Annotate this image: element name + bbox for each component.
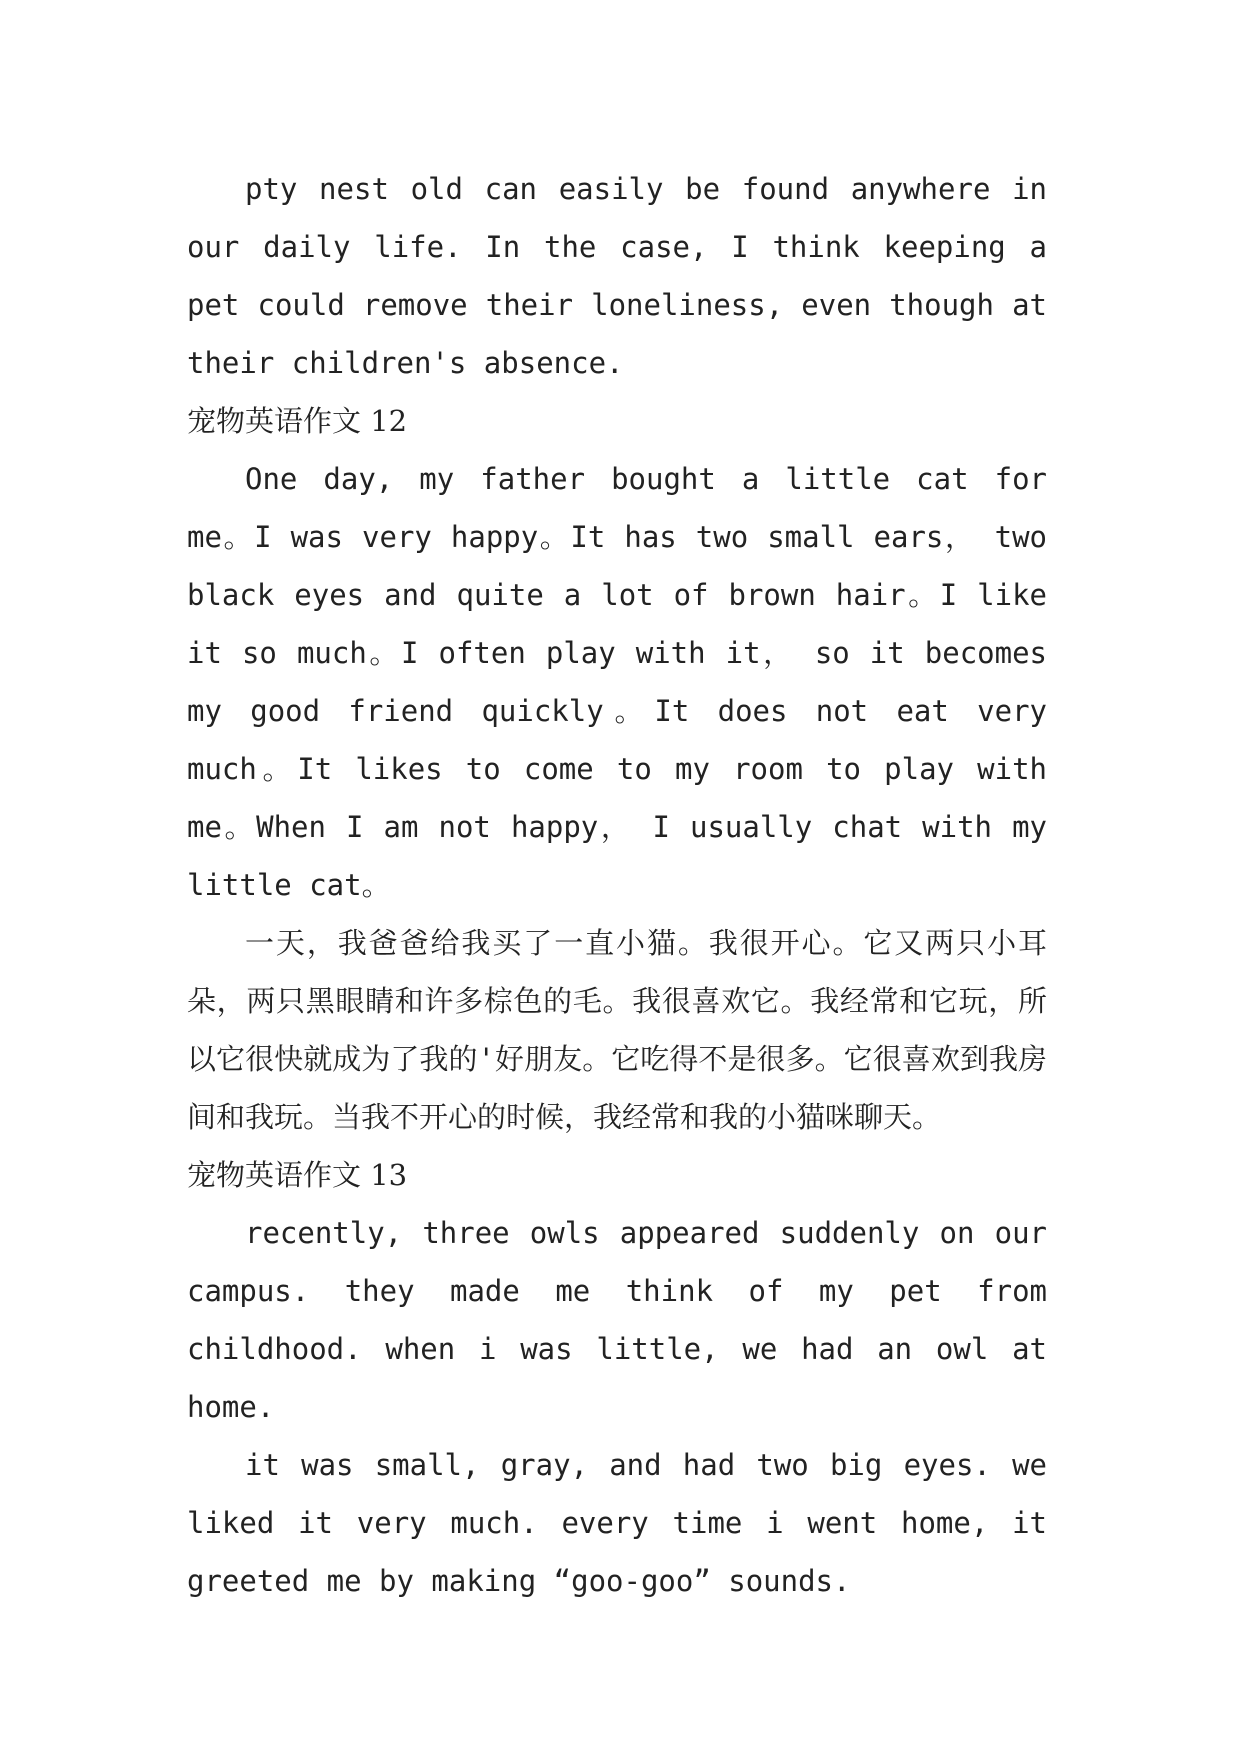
paragraph-13-second: it was small, gray, and had two big eyes. we liked it very much. every time i went home, it greeted me by making “goo-goo” sounds. (187, 1448, 1047, 1598)
paragraph-intro: pty nest old can easily be found anywhere in our daily life. In the case, I think keeping a pet could remove their loneliness, even though at their children's absence. (187, 172, 1047, 380)
document-page (187, 160, 1047, 1610)
section-heading-13: 宠物英语作文 13 (187, 1158, 408, 1192)
paragraph-12-english: One day, my father bought a little cat for me。I was very happy。It has two small ears， two black eyes and quite a lot of brown hair。I like it so much。I often play with it， so it becomes my good friend quickly。It does not eat very much。It likes to come to my room to play with me。When I am not happy， I usually chat with my little cat。 (187, 462, 1047, 902)
paragraph-13-first: recently, three owls appeared suddenly on our campus. they made me think of my pet from childhood. when i was little, we had an owl at home. (187, 1216, 1047, 1424)
paragraph-12-chinese: 一天，我爸爸给我买了一直小猫。我很开心。它又两只小耳朵，两只黑眼睛和许多棕色的毛。我很喜欢它。我经常和它玩，所以它很快就成为了我的'好朋友。它吃得不是很多。它很喜欢到我房间和我玩。当我不开心的时候，我经常和我的小猫咪聊天。 (187, 926, 1047, 1134)
section-heading-12: 宠物英语作文 12 (187, 404, 408, 438)
